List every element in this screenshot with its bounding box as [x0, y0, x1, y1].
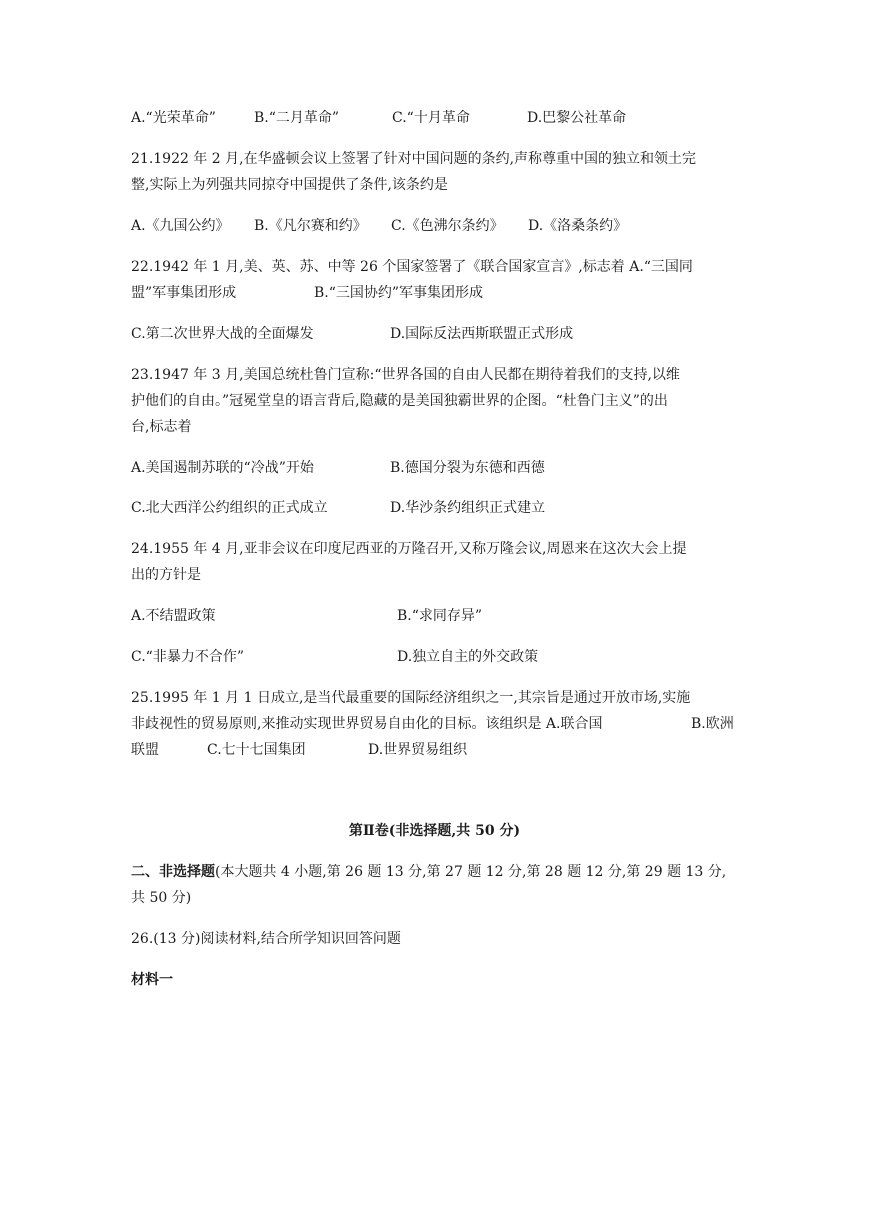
- q23-option-d: D.华沙条约组织正式建立: [390, 500, 546, 516]
- q23-option-b: B.德国分裂为东德和西德: [390, 460, 545, 476]
- q22-option-a-cont: 盟”军事集团形成: [131, 285, 237, 301]
- part2-heading-bold: 二、非选择题: [131, 864, 215, 880]
- q21-option-d: D.《洛桑条约》: [528, 218, 628, 234]
- q20-option-b: B.“二月革命”: [254, 110, 340, 126]
- q21-option-a: A.《九国公约》: [131, 218, 230, 234]
- material1-label: 材料一: [131, 972, 173, 988]
- q25-option-b-cont: 联盟: [131, 742, 159, 758]
- q24-option-b: B.“求同存异”: [397, 608, 483, 624]
- q22-option-d: D.国际反法西斯联盟正式形成: [390, 326, 574, 342]
- q23-stem-line1: 23.1947 年 3 月,美国总统杜鲁门宣称:“世界各国的自由人民都在期待着我们的支持,以维: [131, 367, 680, 383]
- q23-option-c: C.北大西洋公约组织的正式成立: [131, 500, 328, 516]
- q25-option-c: C.七十七国集团: [207, 742, 306, 758]
- q23-stem-line3: 台,标志着: [131, 419, 192, 435]
- part2-title: 第Ⅱ卷(非选择题,共 50 分): [348, 823, 521, 839]
- q25-stem-line1: 25.1995 年 1 月 1 日成立,是当代最重要的国际经济组织之一,其宗旨是通过开放市场,实施: [131, 690, 691, 706]
- q25-option-b: B.欧洲: [691, 716, 734, 732]
- q24-option-a: A.不结盟政策: [131, 608, 216, 624]
- part2-heading-line2: 共 50 分): [131, 890, 192, 906]
- q25-option-d: D.世界贸易组织: [368, 742, 468, 758]
- part2-heading-rest: (本大题共 4 小题,第 26 题 13 分,第 27 题 12 分,第 28 题 12 分,第 29 题 13 分,: [215, 864, 727, 880]
- q22-stem-line1: 22.1942 年 1 月,美、英、苏、中等 26 个国家签署了《联合国家宣言》,标志着 A.“三国同: [131, 259, 693, 275]
- q23-stem-line2: 护他们的自由。”冠冕堂皇的语言背后,隐藏的是美国独霸世界的企图。“杜鲁门主义”的出: [131, 393, 668, 409]
- q20-option-d: D.巴黎公社革命: [527, 110, 627, 126]
- q24-option-d: D.独立自主的外交政策: [397, 649, 539, 665]
- q22-option-b: B.“三国协约”军事集团形成: [314, 285, 484, 301]
- q21-stem-line1: 21.1922 年 2 月,在华盛顿会议上签署了针对中国问题的条约,声称尊重中国的独立和领土完: [131, 151, 697, 167]
- q24-stem-line1: 24.1955 年 4 月,亚非会议在印度尼西亚的万隆召开,又称万隆会议,周恩来在这次大会上提: [131, 541, 687, 557]
- q21-option-b: B.《凡尔赛和约》: [254, 218, 367, 234]
- q25-stem-line2: 非歧视性的贸易原则,来推动实现世界贸易自由化的目标。该组织是 A.联合国: [131, 716, 603, 732]
- q26-stem: 26.(13 分)阅读材料,结合所学知识回答问题: [131, 931, 401, 947]
- q21-option-c: C.《色沸尔条约》: [391, 218, 504, 234]
- q20-option-c: C.“十月革命: [392, 110, 470, 126]
- q21-stem-line2: 整,实际上为列强共同掠夺中国提供了条件,该条约是: [131, 177, 448, 193]
- q24-stem-line2: 出的方针是: [131, 567, 201, 583]
- q24-option-c: C.“非暴力不合作”: [131, 649, 244, 665]
- q22-option-c: C.第二次世界大战的全面爆发: [131, 326, 314, 342]
- q20-option-a: A.“光荣革命”: [131, 110, 216, 126]
- part2-heading-line1: [131, 863, 726, 881]
- q23-option-a: A.美国遏制苏联的“冷战”开始: [131, 460, 314, 476]
